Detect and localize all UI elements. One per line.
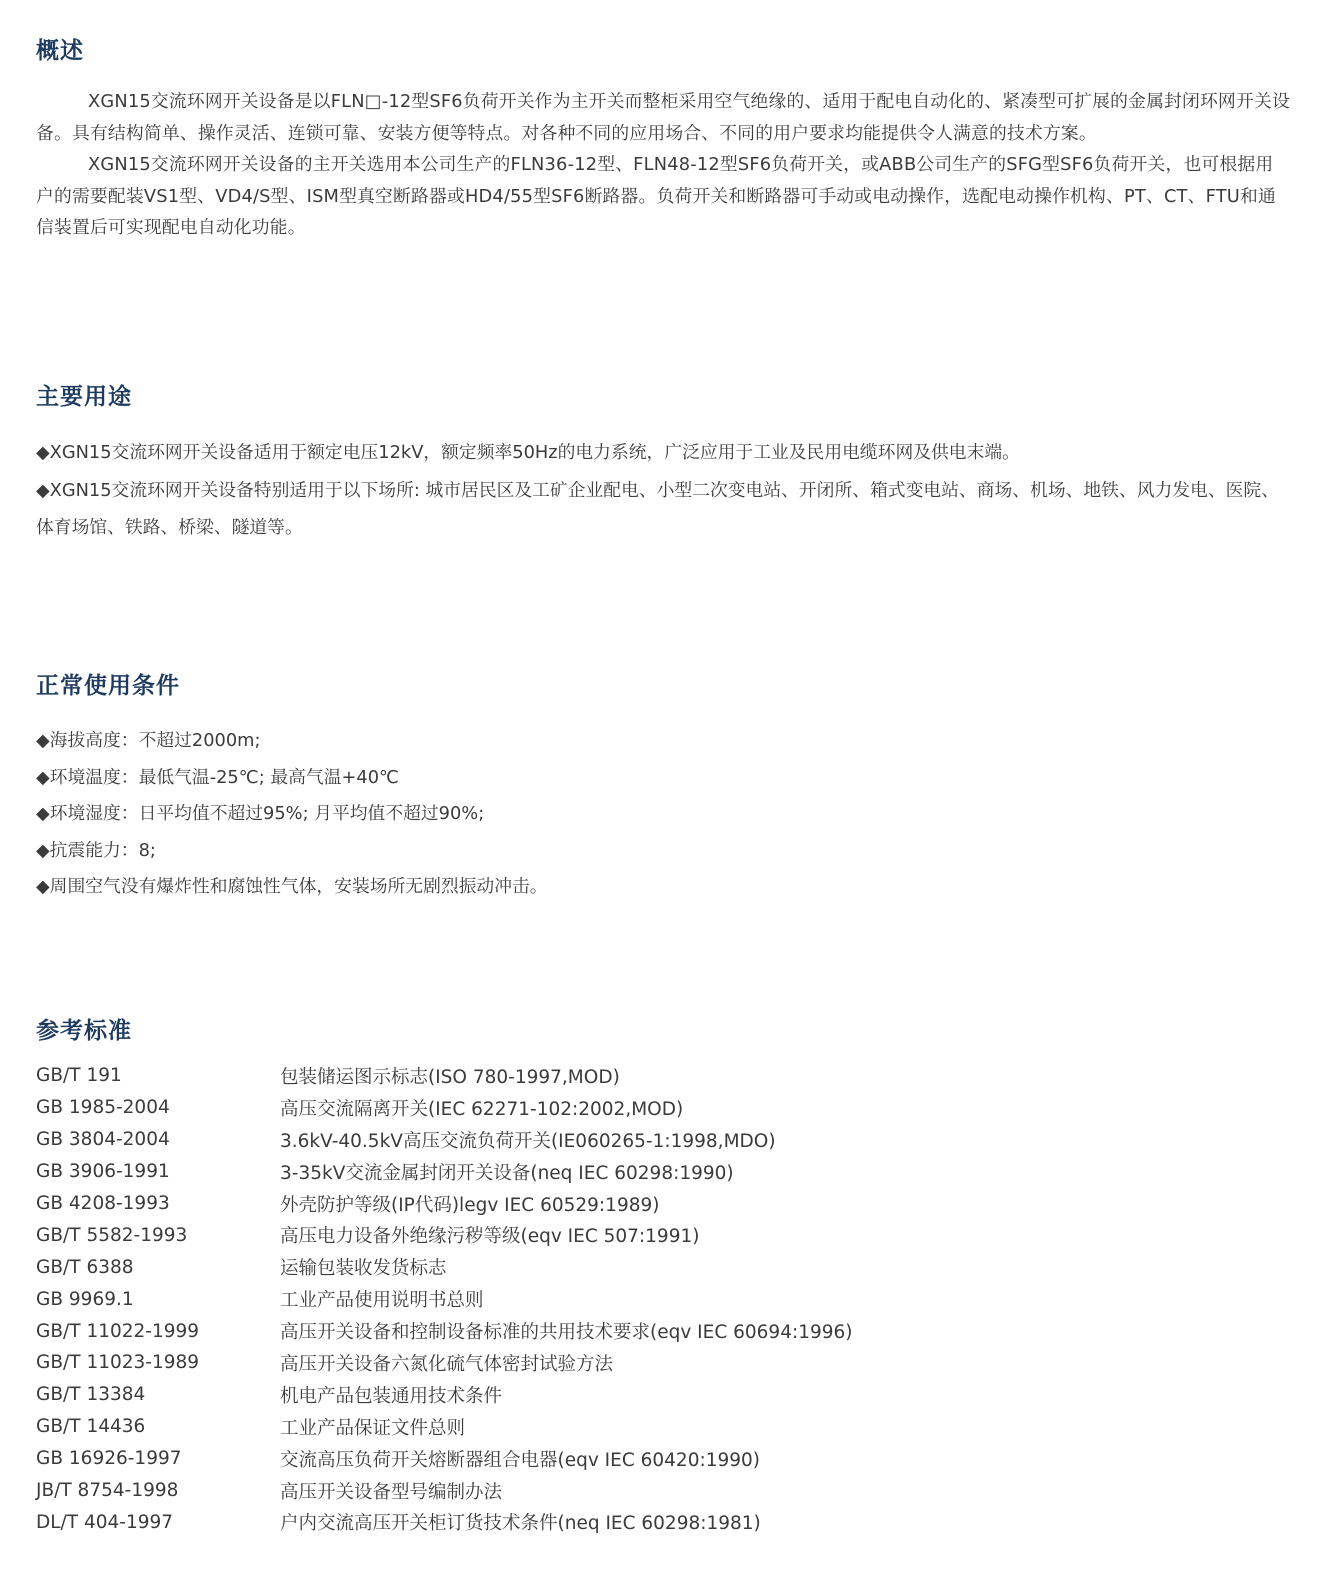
usage-list	[36, 434, 1291, 547]
standard-code: GB/T 11022-1999	[36, 1320, 200, 1342]
standard-name: 工业产品使用说明书总则	[280, 1290, 484, 1312]
standard-name: 高压开关设备六氮化硫气体密封试验方法	[280, 1353, 614, 1375]
standard-name: 运输包装收发货标志	[280, 1258, 447, 1280]
table-row	[36, 1188, 853, 1220]
table-row	[36, 1506, 853, 1538]
condition-item: ◆环境温度：最低气温-25℃; 最高气温+40℃	[36, 766, 399, 788]
standard-code: GB 4208-1993	[36, 1193, 170, 1214]
overview-paragraph-2: XGN15交流环网开关设备的主开关选用本公司生产的FLN36-12型、FLN48-12型SF6负荷开关，或ABB公司生产的SFG型SF6负荷开关，也可根据用户的需要配装VS1型、VD4/S型、ISM型真空断路器或HD4/55型SF6断路器。负荷开关和断路器可手动或电动操作，选配电动操作机构、PT、CT、FTU和通信装置后可实现配电自动化功能。	[36, 154, 1276, 238]
usage-item: ◆XGN15交流环网开关设备特别适用于以下场所: 城市居民区及工矿企业配电、小型二次变电站、开闭所、箱式变电站、商场、机场、地铁、风力发电、医院、体育场馆、铁路、桥梁、隧道等。	[36, 479, 1279, 538]
usage-item: ◆XGN15交流环网开关设备适用于额定电压12kV，额定频率50Hz的电力系统，广泛应用于工业及民用电缆环网及供电末端。	[36, 442, 1020, 463]
standard-name: 高压开关设备和控制设备标准的共用技术要求(eqv IEC 60694:1996)	[280, 1322, 853, 1344]
conditions-section	[36, 671, 1291, 906]
table-row	[36, 1347, 853, 1379]
standard-code: GB 1985-2004	[36, 1097, 170, 1119]
standards-title: 参考标准	[36, 1018, 132, 1044]
overview-title: 概述	[36, 38, 84, 64]
usage-section	[36, 382, 1291, 547]
table-row	[36, 1092, 853, 1124]
standard-code: GB 3804-2004	[36, 1129, 170, 1151]
table-row	[36, 1475, 853, 1507]
standard-name: 包装储运图示标志(ISO 780-1997,MOD)	[280, 1066, 620, 1088]
standard-code: GB 9969.1	[36, 1288, 134, 1310]
standard-code: JB/T 8754-1998	[36, 1480, 179, 1502]
standard-name: 户内交流高压开关柜订货技术条件(neq IEC 60298:1981)	[280, 1513, 761, 1535]
overview-section	[36, 36, 1291, 244]
standard-code: GB/T 5582-1993	[36, 1224, 188, 1246]
standard-name: 高压交流隔离开关(IEC 62271-102:2002,MOD)	[280, 1098, 684, 1120]
conditions-list	[36, 723, 1291, 906]
standard-name: 机电产品包装通用技术条件	[280, 1385, 503, 1407]
standard-code: GB 16926-1997	[36, 1448, 182, 1470]
table-row	[36, 1156, 853, 1188]
standard-code: GB/T 14436	[36, 1416, 146, 1438]
standard-code: GB/T 13384	[36, 1384, 146, 1406]
table-row	[36, 1060, 853, 1092]
table-row	[36, 1379, 853, 1411]
standard-name: 工业产品保证文件总则	[280, 1417, 466, 1439]
condition-item: ◆环境湿度：日平均值不超过95%; 月平均值不超过90%;	[36, 803, 485, 824]
table-row	[36, 1443, 853, 1475]
standards-section	[36, 1016, 1291, 1538]
usage-title: 主要用途	[36, 384, 132, 410]
condition-item: ◆抗震能力：8;	[36, 839, 156, 861]
table-row	[36, 1124, 853, 1156]
standard-code: GB/T 191	[36, 1065, 122, 1087]
table-row	[36, 1219, 853, 1251]
standard-name: 交流高压负荷开关熔断器组合电器(eqv IEC 60420:1990)	[280, 1449, 760, 1471]
condition-item: ◆周围空气没有爆炸性和腐蚀性气体，安装场所无剧烈振动冲击。	[36, 876, 548, 897]
standard-name: 3-35kV交流金属封闭开关设备(neq IEC 60298:1990)	[280, 1162, 734, 1184]
table-row	[36, 1315, 853, 1347]
conditions-title: 正常使用条件	[36, 673, 180, 699]
table-row	[36, 1411, 853, 1443]
overview-paragraph-1: XGN15交流环网开关设备是以FLN□-12型SF6负荷开关作为主开关而整柜采用空气绝缘的、适用于配电自动化的、紧凑型可扩展的金属封闭环网开关设备。具有结构简单、操作灵活、连锁可靠、安装方便等特点。对各种不同的应用场合、不同的用户要求均能提供令人满意的技术方案。	[36, 91, 1290, 144]
standard-name: 高压开关设备型号编制办法	[280, 1481, 503, 1503]
standard-code: GB/T 6388	[36, 1256, 134, 1278]
standard-code: GB/T 11023-1989	[36, 1352, 200, 1374]
standard-name: 高压电力设备外绝缘污秽等级(eqv IEC 507:1991)	[280, 1226, 700, 1248]
table-row	[36, 1251, 853, 1283]
table-row	[36, 1283, 853, 1315]
standard-code: GB 3906-1991	[36, 1161, 170, 1183]
standard-code: DL/T 404-1997	[36, 1511, 174, 1533]
standard-name: 外壳防护等级(IP代码)legv IEC 60529:1989)	[280, 1194, 660, 1216]
condition-item: ◆海拔高度：不超过2000m;	[36, 730, 261, 751]
standard-name: 3.6kV-40.5kV高压交流负荷开关(IE060265-1:1998,MDO)	[280, 1130, 776, 1152]
standards-table	[36, 1060, 853, 1538]
